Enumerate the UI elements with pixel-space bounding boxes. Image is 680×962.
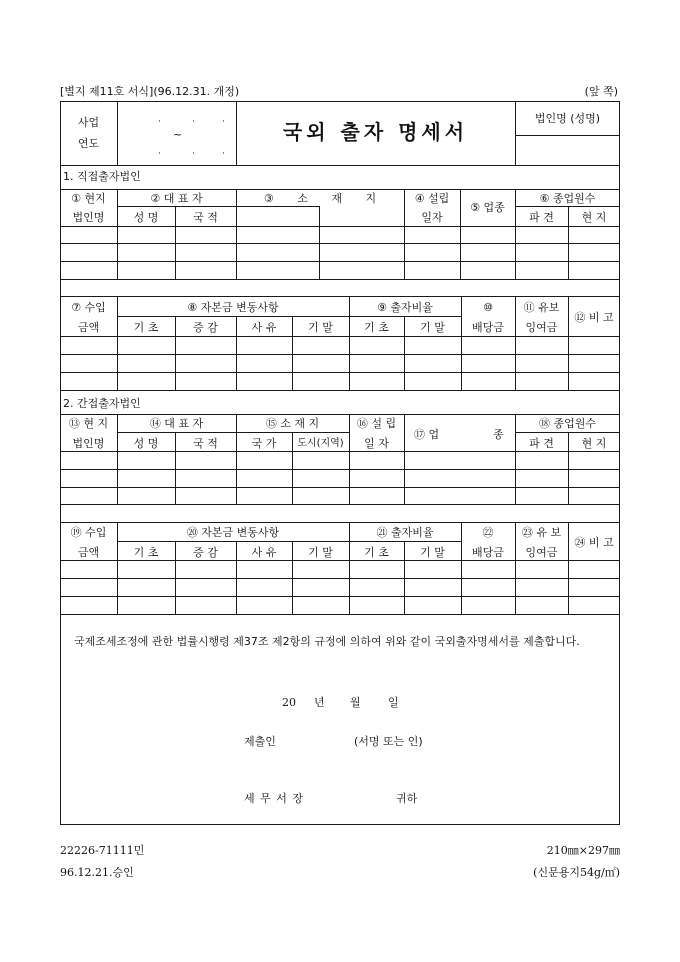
grid-line — [60, 372, 620, 373]
grid-line — [60, 226, 620, 227]
form-title: 국외 출자 명세서 — [282, 120, 469, 144]
col-established: ⑯ 설 립 — [356, 417, 397, 430]
grid-line — [60, 165, 620, 166]
col-capital-reason: 사 유 — [251, 546, 277, 559]
col-industry: ⑰ 업 — [414, 428, 440, 441]
form-code: [별지 제11호 서식](96.12.31. 개정) — [60, 85, 240, 98]
col-location: ⑮ 소 재 지 — [265, 417, 320, 430]
grid-line — [117, 541, 349, 542]
col-local: 현 지 — [581, 211, 607, 224]
corp-name-label: 법인명 (성명) — [534, 112, 601, 125]
col-capital-change: 증 감 — [193, 321, 218, 334]
grid-line — [60, 296, 620, 297]
grid-line — [117, 206, 319, 207]
grid-line — [60, 451, 620, 452]
grid-line — [60, 614, 620, 615]
col-capital-changes: ⑧ 자본금 변동사항 — [187, 301, 279, 314]
grid-line — [60, 487, 620, 488]
grid-line — [349, 316, 461, 317]
grid-line — [349, 541, 461, 542]
col-established-2: 일자 — [421, 211, 443, 224]
grid-line — [60, 560, 620, 561]
grid-line — [60, 522, 620, 523]
grid-line — [117, 101, 118, 165]
col-rep-name: 성 명 — [133, 211, 159, 224]
grid-line — [319, 206, 320, 279]
date-dot: · — [158, 117, 161, 127]
business-year-label-1: 사업 — [77, 116, 100, 129]
col-retained-2: 잉여금 — [525, 321, 558, 334]
col-remarks: ㉔ 비 고 — [574, 536, 614, 549]
col-capital-end: 기 말 — [308, 546, 333, 559]
grid-line — [117, 432, 349, 433]
paper-size: 210㎜×297㎜ — [546, 844, 620, 857]
date-dot: · — [158, 149, 161, 159]
col-employees: ⑥ 종업원수 — [539, 192, 596, 205]
col-capital-changes: ⑳ 자본금 변동사항 — [186, 526, 280, 539]
form-frame — [60, 101, 620, 825]
col-location: ③ 소 재 지 — [263, 192, 377, 205]
grid-line — [117, 316, 349, 317]
grid-line — [60, 336, 620, 337]
grid-line — [60, 279, 620, 280]
grid-line — [404, 414, 405, 504]
grid-line — [60, 414, 620, 415]
date-dot: · — [192, 117, 195, 127]
col-industry-2: 종 — [493, 428, 504, 441]
col-dividend: ㉒ — [482, 526, 494, 539]
col-corp-name: ⑬ 현 지 — [68, 417, 109, 430]
grid-line — [60, 243, 620, 244]
grid-line — [60, 261, 620, 262]
section-title-direct: 1. 직접출자법인 — [63, 170, 141, 183]
col-capital-end: 기 말 — [308, 321, 333, 334]
section-title-indirect: 2. 간접출자법인 — [63, 397, 141, 410]
col-dispatched: 파 견 — [529, 211, 554, 224]
col-corp-name-2: 법인명 — [72, 437, 105, 450]
col-representative: ⑭ 대 표 자 — [149, 417, 204, 430]
col-corp-name: ① 현지 — [71, 192, 106, 205]
col-investment-ratio: ⑨ 출자비율 — [377, 301, 433, 314]
col-employees: ⑱ 종업원수 — [538, 417, 596, 430]
col-ratio-end: 기 말 — [420, 321, 445, 334]
form-number: 22226-71111민 — [60, 844, 145, 857]
col-representative: ② 대 표 자 — [150, 192, 203, 205]
date-year: 20 — [282, 696, 296, 709]
col-dispatched: 파 견 — [529, 437, 554, 450]
col-country: 국 가 — [251, 437, 277, 450]
col-industry: ⑤ 업종 — [470, 201, 505, 214]
col-rep-nationality: 국 적 — [193, 437, 218, 450]
date-day-unit: 일 — [388, 696, 399, 709]
grid-line — [60, 390, 620, 391]
business-year-label-2: 연도 — [77, 137, 100, 150]
honorific: 귀하 — [396, 792, 418, 805]
col-rep-name: 성 명 — [133, 437, 159, 450]
date-dot: · — [222, 149, 225, 159]
col-capital-change: 증 감 — [193, 546, 218, 559]
col-income: ⑦ 수입 — [71, 301, 106, 314]
tax-office-head: 세 무 서 장 — [244, 792, 304, 805]
date-dot: · — [222, 117, 225, 127]
col-dividend-2: 배당금 — [472, 546, 504, 559]
grid-line — [60, 354, 620, 355]
col-retained: ㉓ 유 보 — [521, 526, 562, 539]
grid-line — [60, 578, 620, 579]
col-capital-begin: 기 초 — [133, 546, 159, 559]
col-capital-reason: 사 유 — [251, 321, 277, 334]
approval-date: 96.12.21.승인 — [60, 866, 134, 879]
col-remarks: ⑫ 비 고 — [574, 311, 614, 324]
paper-type: (신문용지54g/㎡) — [533, 866, 620, 879]
date-month-unit: 월 — [350, 696, 361, 709]
grid-line — [60, 504, 620, 505]
col-dividend-2: 배당금 — [472, 321, 504, 334]
col-ratio-begin: 기 초 — [364, 321, 389, 334]
col-income: ⑲ 수입 — [70, 526, 107, 539]
grid-line — [60, 469, 620, 470]
col-rep-nationality: 국 적 — [193, 211, 218, 224]
col-retained-2: 잉여금 — [525, 546, 558, 559]
signature-label: (서명 또는 인) — [354, 735, 423, 748]
col-capital-begin: 기 초 — [133, 321, 159, 334]
date-range-separator: ~ — [173, 128, 183, 141]
date-dot: · — [192, 149, 195, 159]
submission-statement: 국제조세조정에 관한 법률시행령 제37조 제2항의 규정에 의하여 위와 같이 국외출자명세서를 제출합니다. — [74, 635, 580, 648]
grid-line — [60, 596, 620, 597]
col-income-2: 금액 — [77, 321, 100, 334]
col-local: 현 지 — [581, 437, 607, 450]
col-investment-ratio: ㉑ 출자비율 — [376, 526, 434, 539]
col-ratio-end: 기 말 — [420, 546, 445, 559]
col-dividend: ⑩ — [483, 301, 493, 314]
col-corp-name-2: 법인명 — [72, 211, 105, 224]
grid-line — [515, 101, 516, 165]
grid-line — [60, 189, 620, 190]
col-established: ④ 설립 — [414, 192, 450, 205]
col-city: 도시(지역) — [297, 438, 344, 449]
page-side: (앞 쪽) — [584, 85, 618, 98]
submitter-label: 제출인 — [244, 735, 276, 748]
date-year-unit: 년 — [314, 696, 325, 709]
col-retained: ⑪ 유보 — [523, 301, 560, 314]
col-income-2: 금액 — [77, 546, 100, 559]
col-ratio-begin: 기 초 — [364, 546, 389, 559]
grid-line — [515, 135, 620, 136]
col-established-2: 일 자 — [364, 437, 389, 450]
